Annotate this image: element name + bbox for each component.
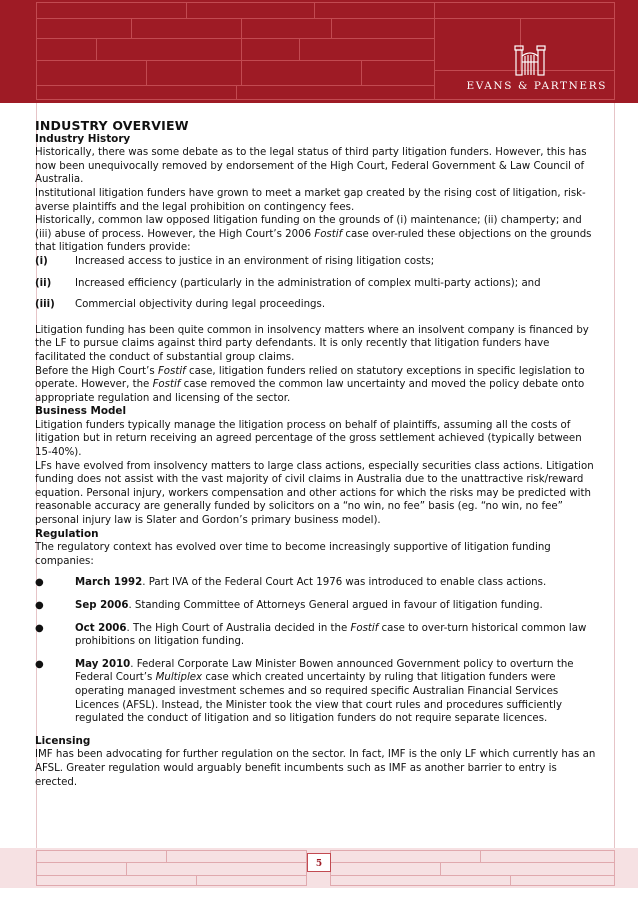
list-item-text: Increased access to justice in an environment of rising litigation costs; bbox=[75, 255, 435, 267]
list-item bbox=[35, 255, 601, 269]
list-item-number: (i) bbox=[35, 255, 48, 267]
licensing-paragraph-1: IMF has been advocating for further regulation on the sector. In fact, IMF is the only LF which currently has an AFSL. Greater regulation would arguably benefit incumbents such as IMF as another barrier to entry is erected. bbox=[35, 749, 596, 788]
business-paragraph-1: Litigation funders typically manage the litigation process on behalf of plaintiffs, assuming all the costs of litigation but in return receiving an agreed percentage of the gross settlement achieved (typically between 15-40%). bbox=[35, 419, 582, 459]
page-number: 5 bbox=[315, 859, 323, 869]
list-item bbox=[35, 599, 601, 613]
heading-industry-history: Industry History bbox=[35, 132, 131, 145]
brand-name: EVANS & PARTNERS bbox=[466, 80, 607, 92]
page-title: INDUSTRY OVERVIEW bbox=[35, 118, 189, 133]
list-item-number: (ii) bbox=[35, 277, 52, 289]
bullet-icon: ● bbox=[35, 600, 44, 611]
list-item bbox=[35, 298, 601, 312]
list-item bbox=[35, 576, 601, 590]
heading-regulation: Regulation bbox=[35, 527, 99, 540]
bullet-icon: ● bbox=[35, 658, 44, 670]
history-paragraph-3: Historically, common law opposed litigation funding on the grounds of (i) maintenance; (ii) champerty; and (iii) abuse of process. However, the High Court’s 2006 Fostif case over-ruled these objections on the grounds that litigation funders provide: bbox=[35, 215, 592, 254]
history-paragraph-2: Institutional litigation funders have grown to meet a market gap created by the rising cost of litigation, risk-averse plaintiffs and the legal prohibition on contingency fees. bbox=[35, 187, 586, 213]
document-body bbox=[35, 119, 601, 789]
list-item bbox=[35, 622, 601, 649]
list-item bbox=[35, 658, 601, 726]
list-item bbox=[35, 277, 601, 291]
list-item-text: Commercial objectivity during legal proceedings. bbox=[75, 299, 326, 311]
regulation-timeline bbox=[35, 576, 601, 725]
list-item-text: Increased efficiency (particularly in the administration of complex multi-party actions); and bbox=[75, 277, 541, 289]
business-paragraph-2: LFs have evolved from insolvency matters to large class actions, especially securities class actions. Litigation funding does not assist with the vast majority of civil claims in Australia due to the unattractive risk/reward equation. Personal injury, workers compensation and other actions for which the risks may be predicted with reasonable accuracy are generally funded by solicitors on a “no win, no fee” basis (eg. “no win, no fee” personal injury law is Slater and Gordon’s primary business model). bbox=[35, 460, 594, 527]
bullet-icon: ● bbox=[35, 577, 44, 589]
regulation-intro: The regulatory context has evolved over time to become increasingly supportive of litigation funding companies: bbox=[35, 542, 551, 567]
list-item-number: (iii) bbox=[35, 299, 55, 311]
heading-business-model: Business Model bbox=[35, 405, 127, 418]
list-item-text: March 1992. Part IVA of the Federal Court Act 1976 was introduced to enable class actions. bbox=[75, 577, 547, 589]
list-item-text: Sep 2006. Standing Committee of Attorneys General argued in favour of litigation funding. bbox=[75, 600, 543, 611]
history-paragraph-5: Before the High Court’s Fostif case, litigation funders relied on statutory exceptions in specific legislation to operate. However, the Fostif case removed the common law uncertainty and moved the policy debate onto appropriate regulation and licensing of the sector. bbox=[35, 365, 585, 404]
list-item-text: Oct 2006. The High Court of Australia decided in the Fostif case to over-turn historical common law prohibitions on litigation funding. bbox=[75, 622, 587, 648]
funder-benefits-list bbox=[35, 255, 601, 312]
history-paragraph-4: Litigation funding has been quite common in insolvency matters where an insolvent company is financed by the LF to pursue claims against third party defendants. It is only recently that litigation funders have facilitated the conduct of substantial group claims. bbox=[35, 324, 589, 363]
list-item-text: May 2010. Federal Corporate Law Minister Bowen announced Government policy to overturn the Federal Court’s Multiplex case which created uncertainty by ruling that litigation funders were operating managed investment schemes and so required specific Australian Financial Services Licences (AFSL). Instead, the Minister took the view that court rules and procedures sufficiently regulated the conduct of litigation and so litigation funders do not require separate licences. bbox=[75, 658, 574, 725]
history-paragraph-1: Historically, there was some debate as to the legal status of third party litigation funders. However, this has now been unequivocally removed by endorsement of the High Court, Federal Government & Law Council of Australia. bbox=[35, 147, 587, 186]
bullet-icon: ● bbox=[35, 622, 44, 634]
heading-licensing: Licensing bbox=[35, 734, 91, 747]
